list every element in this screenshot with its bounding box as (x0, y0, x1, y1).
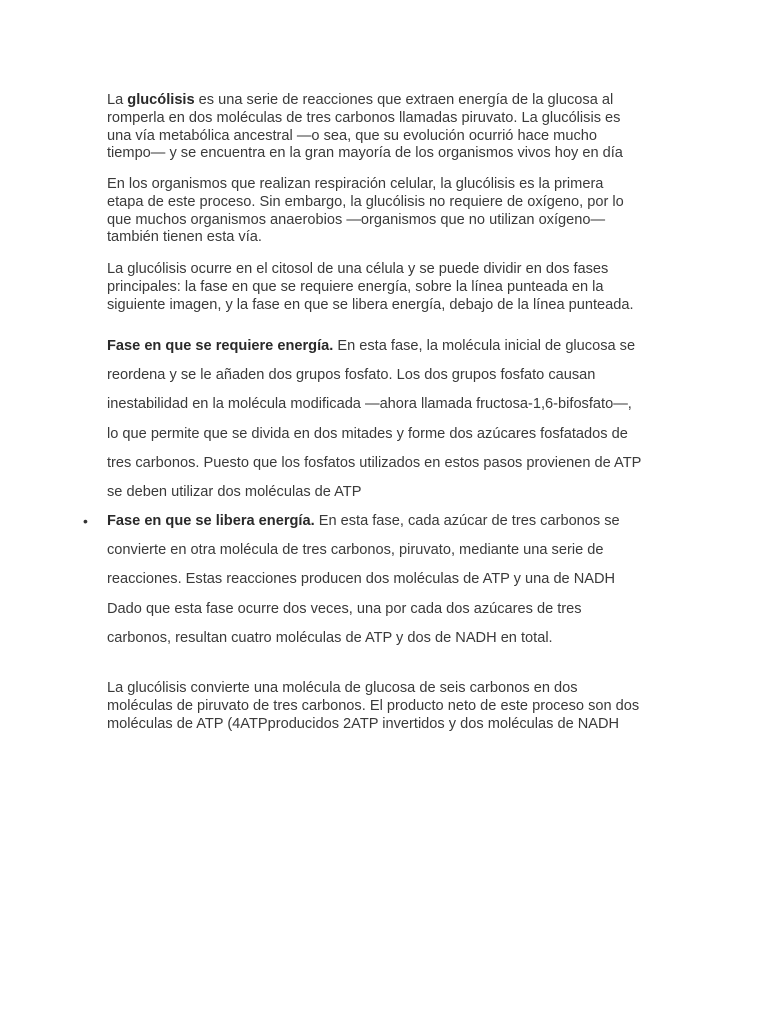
text-line: etapa de este proceso. Sin embargo, la glucólisis no requiere de oxígeno, por lo (107, 193, 624, 210)
energy-required-phase (107, 332, 677, 507)
text-fragment: es una serie de reacciones que extraen energía de la glucosa al (194, 92, 614, 108)
energy-released-phase (107, 507, 677, 653)
text-line: En los organismos que realizan respiración celular, la glucólisis es la primera (107, 176, 604, 192)
intro-paragraph (107, 92, 667, 163)
phases-intro-paragraph (107, 261, 667, 314)
phase-title: Fase en que se libera energía. (107, 513, 315, 529)
text-line: que muchos organismos anaerobios —organismos que no utilizan oxígeno— (107, 211, 606, 228)
respiration-paragraph (107, 176, 667, 247)
text-line: una vía metabólica ancestral —o sea, que su evolución ocurrió hace mucho (107, 127, 597, 144)
text-line: romperla en dos moléculas de tres carbonos llamadas piruvato. La glucólisis es (107, 109, 621, 126)
text-line: moléculas de piruvato de tres carbonos. El producto neto de este proceso son dos (107, 697, 640, 714)
text-line: lo que permite que se divida en dos mitades y forme dos azúcares fosfatados de (107, 425, 628, 442)
text-line (107, 332, 677, 361)
text-line: La glucólisis convierte una molécula de glucosa de seis carbonos en dos (107, 680, 578, 696)
text-line (107, 507, 677, 536)
text-line (107, 92, 667, 110)
phase-title: Fase en que se requiere energía. (107, 338, 334, 354)
text-line: reordena y se le añaden dos grupos fosfato. Los dos grupos fosfato causan (107, 367, 596, 384)
text-line: se deben utilizar dos moléculas de ATP (107, 484, 362, 501)
text-line: Dado que esta fase ocurre dos veces, una por cada dos azúcares de tres (107, 600, 582, 617)
glucolisis-term: glucólisis (127, 92, 195, 108)
text-line: moléculas de ATP (4ATPproducidos 2ATP invertidos y dos moléculas de NADH (107, 715, 620, 732)
text-fragment: En esta fase, cada azúcar de tres carbonos se (314, 513, 620, 529)
bullet-marker: • (83, 513, 88, 529)
text-line: La glucólisis ocurre en el citosol de una célula y se puede dividir en dos fases (107, 261, 609, 277)
text-line: tres carbonos. Puesto que los fosfatos utilizados en estos pasos provienen de ATP (107, 454, 642, 471)
text-line: tiempo— y se encuentra en la gran mayoría de los organismos vivos hoy en día (107, 145, 623, 162)
text-fragment: La (107, 92, 128, 108)
text-line: principales: la fase en que se requiere energía, sobre la línea punteada en la (107, 278, 604, 295)
text-line: siguiente imagen, y la fase en que se libera energía, debajo de la línea punteada. (107, 296, 634, 313)
text-fragment: En esta fase, la molécula inicial de glucosa se (333, 338, 636, 354)
text-line: reacciones. Estas reacciones producen dos moléculas de ATP y una de NADH (107, 571, 616, 588)
text-line: convierte en otra molécula de tres carbonos, piruvato, mediante una serie de (107, 542, 604, 559)
text-line: carbonos, resultan cuatro moléculas de ATP y dos de NADH en total. (107, 629, 553, 646)
text-line: inestabilidad en la molécula modificada —ahora llamada fructosa-1,6-bifosfato—, (107, 396, 632, 413)
text-line: también tienen esta vía. (107, 229, 262, 246)
summary-paragraph (107, 680, 667, 733)
